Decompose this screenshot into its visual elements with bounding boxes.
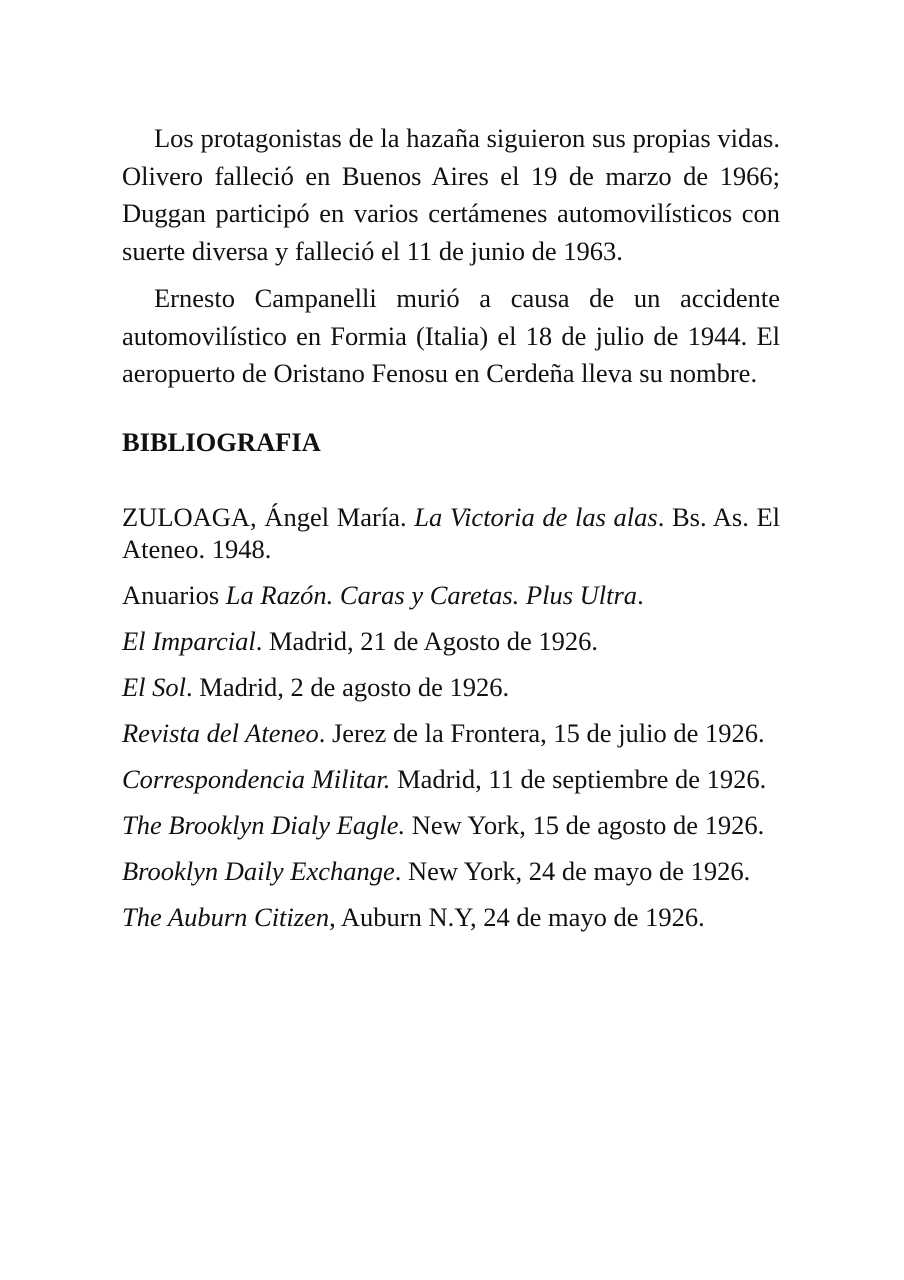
entry-details: . Bs. As. El Ateneo. 1948. (122, 501, 780, 564)
entry-details: . New York, 24 de mayo de 1926. (394, 855, 751, 886)
paragraph-protagonists: Los protagonistas de la hazaña siguieron sus propias vidas. Olivero falleció en Buenos Aires el 19 de marzo de 1966; Duggan participó en varios certámenes automovilísticos con suerte diversa y falleció el 11 de junio de 1963. (122, 123, 780, 266)
bibliography-entry (122, 809, 780, 841)
bibliography-entry (122, 671, 780, 703)
entry-title: Correspondencia Militar. (122, 763, 391, 794)
bibliography-heading: BIBLIOGRAFIA (122, 426, 321, 457)
entry-title: Revista del Ateneo (122, 717, 319, 748)
entry-title: The Auburn Citizen (122, 901, 330, 932)
entry-details: . Jerez de la Frontera, 15 de julio de 1926. (318, 717, 765, 748)
entry-details: . Madrid, 2 de agosto de 1926. (186, 671, 510, 702)
entry-details: . Madrid, 21 de Agosto de 1926. (255, 625, 598, 656)
entry-details: New York, 15 de agosto de 1926. (405, 809, 765, 840)
entry-prefix: ZULOAGA, Ángel María. (122, 501, 415, 532)
entry-title: La Victoria de las alas (414, 501, 658, 532)
bibliography-entry (122, 501, 780, 565)
bibliography-entry (122, 763, 780, 795)
entry-details: . (637, 579, 644, 610)
entry-title: The Brooklyn Dialy Eagle. (122, 809, 406, 840)
bibliography-entry (122, 625, 780, 657)
bibliography-entry (122, 717, 780, 749)
bibliography-entry (122, 901, 780, 933)
entry-details: , Auburn N.Y, 24 de mayo de 1926. (329, 901, 705, 932)
bibliography-list (122, 501, 780, 933)
entry-prefix: Anuarios (122, 579, 226, 610)
bibliography-entry (122, 855, 780, 887)
document-page (122, 120, 780, 947)
bibliography-entry (122, 579, 780, 611)
entry-title: Brooklyn Daily Exchange (122, 855, 395, 886)
entry-details: Madrid, 11 de septiembre de 1926. (390, 763, 767, 794)
entry-title: El Sol (122, 671, 187, 702)
paragraph-campanelli: Ernesto Campanelli murió a causa de un accidente automovilístico en Formia (Italia) el 18 de julio de 1944. El aeropuerto de Oristano Fenosu en Cerdeña lleva su nombre. (122, 283, 780, 388)
entry-title: El Imparcial (122, 625, 256, 656)
entry-title: La Razón. Caras y Caretas. Plus Ultra (225, 579, 638, 610)
